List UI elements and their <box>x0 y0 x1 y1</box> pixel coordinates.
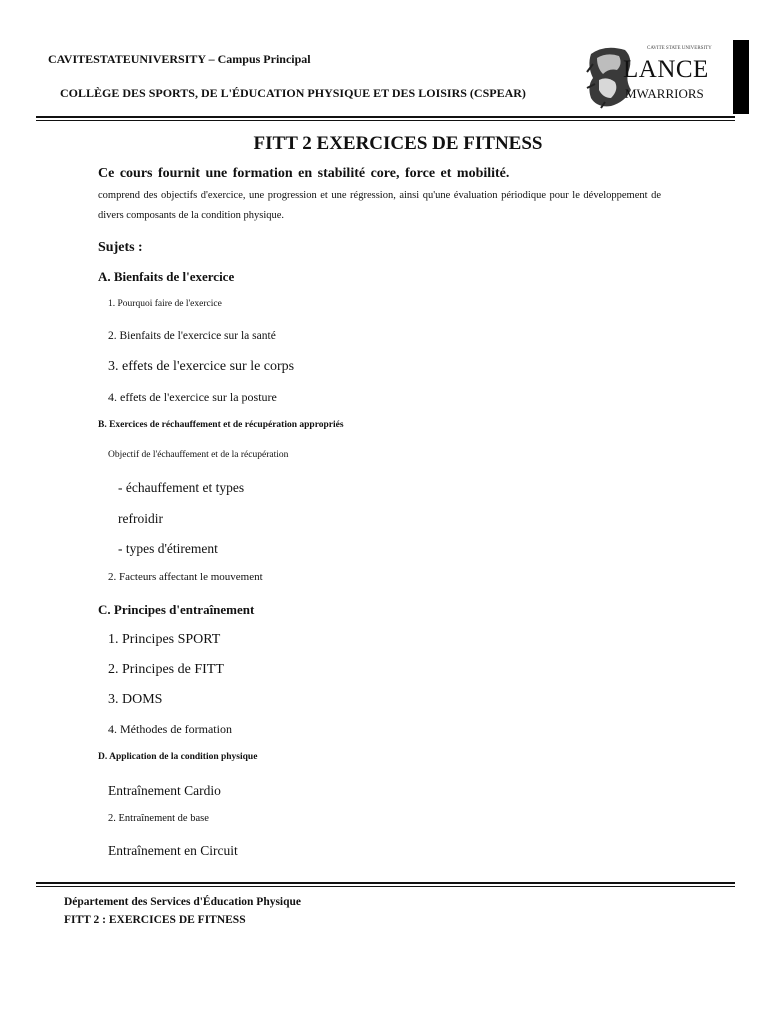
footer-rule-thick <box>36 882 735 884</box>
footer-rule-thin <box>36 886 735 887</box>
list-item: 4. Méthodes de formation <box>108 722 232 736</box>
list-item: 1. Pourquoi faire de l'exercice <box>108 299 222 309</box>
college-name: COLLÈGE DES SPORTS, DE L'ÉDUCATION PHYSIQUE ET DES LOISIRS (CSPEAR) <box>60 86 526 100</box>
intro-paragraph: comprend des objectifs d'exercice, une progression et une régression, ainsi qu'une évaluation périodique pour le développement de divers composants de la condition physique. <box>98 190 661 221</box>
header-black-bar <box>733 40 749 114</box>
section-b-title: B. Exercices de réchauffement et de récupération appropriés <box>98 420 344 430</box>
document-title: FITT 2 EXERCICES DE FITNESS <box>253 133 543 154</box>
logo-sub-text: MWARRIORS <box>625 86 704 101</box>
list-item: Entraînement Cardio <box>108 783 221 798</box>
subjects-label: Sujets : <box>98 240 143 255</box>
list-item: 2. Facteurs affectant le mouvement <box>108 571 263 583</box>
list-item: Entraînement en Circuit <box>108 843 238 858</box>
list-item: 1. Principes SPORT <box>108 632 221 647</box>
list-item: - types d'étirement <box>118 541 218 556</box>
university-logo <box>585 44 725 112</box>
list-item: Objectif de l'échauffement et de la récupération <box>108 450 289 460</box>
list-item: 2. Principes de FITT <box>108 662 224 677</box>
list-item: - échauffement et types <box>118 480 245 495</box>
footer-course: FITT 2 : EXERCICES DE FITNESS <box>64 914 246 926</box>
list-item: 4. effets de l'exercice sur la posture <box>108 390 277 404</box>
intro-bold-sentence: Ce cours fournit une formation en stabilité core, force et mobilité. <box>98 166 510 181</box>
list-item: 2. Entraînement de base <box>108 813 209 824</box>
list-item: 3. effets de l'exercice sur le corps <box>108 359 295 374</box>
header-rule-thick <box>36 116 735 118</box>
logo-tiny-text: CAVITE STATE UNIVERSITY <box>647 46 712 51</box>
section-c-title: C. Principes d'entraînement <box>98 602 255 617</box>
university-name: CAVITESTATEUNIVERSITY – Campus Principal <box>48 52 311 66</box>
footer-department: Département des Services d'Éducation Physique <box>64 896 302 908</box>
logo-main-text: LANCE <box>623 56 709 83</box>
header-rule-thin <box>36 120 735 121</box>
section-a-title: A. Bienfaits de l'exercice <box>98 269 235 284</box>
list-item: refroidir <box>118 511 163 526</box>
list-item: 3. DOMS <box>108 692 163 707</box>
section-d-title: D. Application de la condition physique <box>98 752 258 762</box>
list-item: 2. Bienfaits de l'exercice sur la santé <box>108 330 276 342</box>
